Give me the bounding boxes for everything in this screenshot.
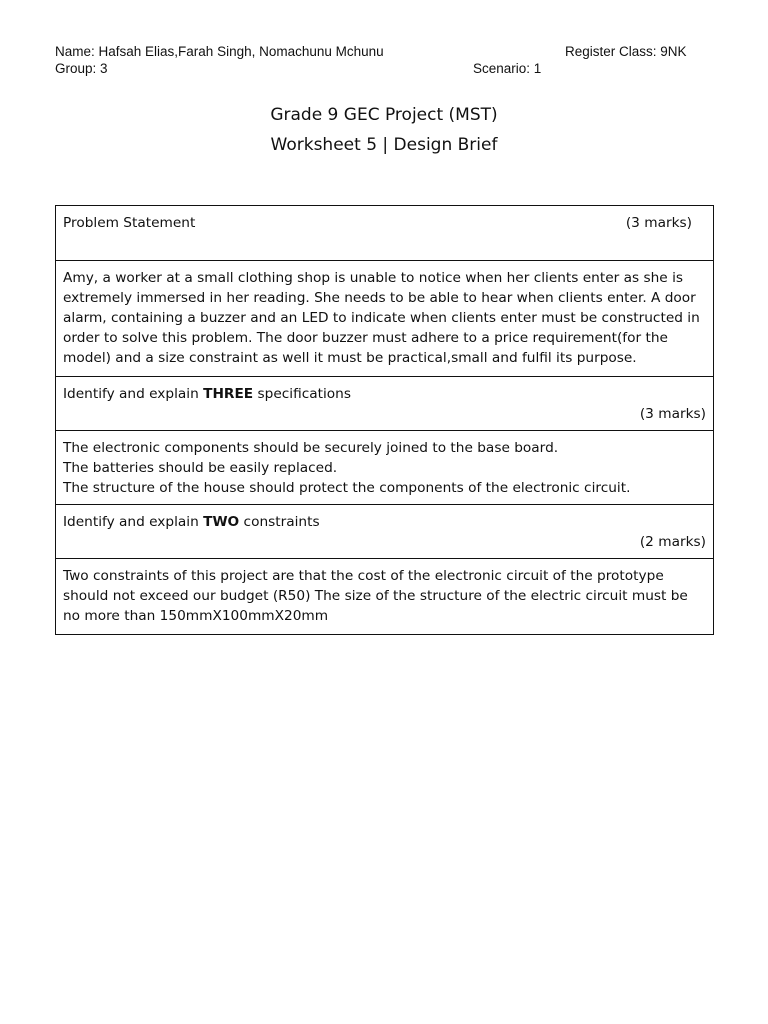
group-number: Group: 3 — [55, 61, 108, 76]
student-names: Name: Hafsah Elias,Farah Singh, Nomachunu Mchunu — [55, 44, 384, 59]
specification-item: The batteries should be easily replaced. — [63, 460, 338, 476]
problem-statement-answer: Amy, a worker at a small clothing shop is unable to notice when her clients enter as she is extremely immersed in her reading. She needs to be able to hear when clients enter. A door alarm, containing a buzzer and an LED to indicate when clients enter must be constructed in order to solve this problem. The door buzzer must adhere to a price requirement(for the model) and a size constraint as well it must be practical,small and fulfil its purpose. — [63, 270, 700, 366]
specifications-marks: (3 marks) — [639, 406, 706, 422]
constraints-prompt — [63, 512, 706, 532]
worksheet-title: Worksheet 5 | Design Brief — [270, 135, 498, 155]
problem-statement-label: Problem Statement — [63, 215, 196, 231]
specifications-prompt-text: Identify and explain — [63, 386, 204, 402]
constraints-answer-row — [56, 559, 713, 634]
specifications-prompt-suffix: specifications — [253, 386, 351, 402]
problem-statement-marks: (3 marks) — [625, 215, 692, 231]
specifications-prompt — [63, 384, 706, 404]
specifications-answer-row — [56, 431, 713, 505]
register-class: Register Class: 9NK — [565, 44, 687, 59]
constraints-prompt-count: TWO — [203, 514, 240, 530]
scenario-number: Scenario: 1 — [473, 61, 542, 76]
constraints-question-row — [56, 505, 713, 559]
project-title: Grade 9 GEC Project (MST) — [270, 105, 498, 125]
problem-statement-header-row — [56, 206, 713, 261]
constraints-marks: (2 marks) — [639, 534, 706, 550]
constraints-answer: Two constraints of this project are that the cost of the electronic circuit of the prototype should not exceed our budget (R50) The size of the structure of the electric circuit must be no more than 150mmX100mmX20mm — [63, 568, 688, 624]
constraints-prompt-suffix: constraints — [239, 514, 320, 530]
specification-item: The structure of the house should protect the components of the electronic circuit. — [63, 480, 631, 496]
constraints-prompt-text: Identify and explain — [63, 514, 204, 530]
specifications-prompt-count: THREE — [203, 386, 254, 402]
specifications-question-row — [56, 377, 713, 431]
design-brief-table — [55, 205, 714, 635]
problem-statement-answer-row — [56, 261, 713, 377]
specification-item: The electronic components should be securely joined to the base board. — [63, 440, 559, 456]
